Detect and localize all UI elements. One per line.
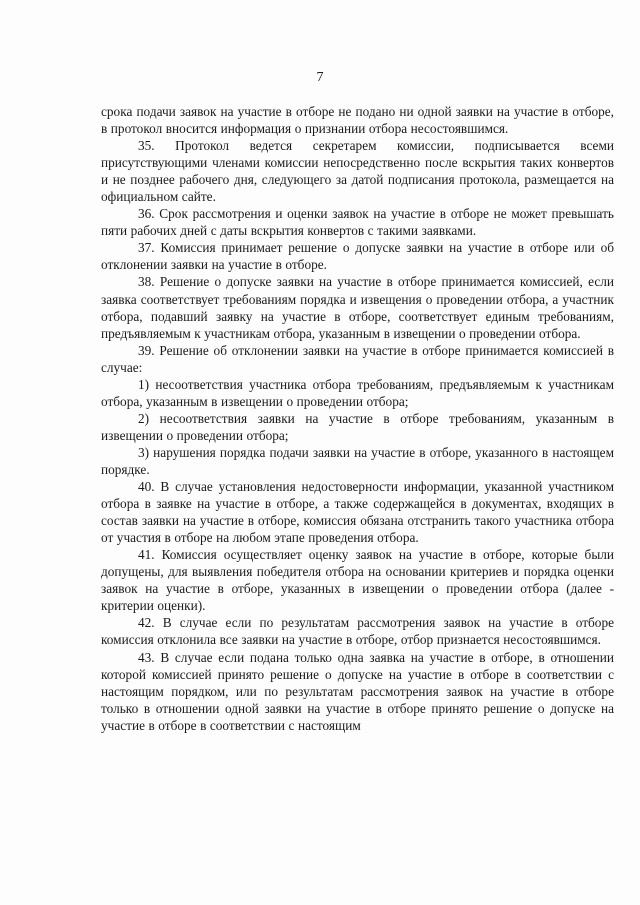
paragraph-35: 35. Протокол ведется секретарем комиссии, подписывается всеми присутствующими членами комиссии непосредственно после вскрытия таких конвертов и не позднее рабочего дня, следующего за датой подписания протокола, размещается на официальном сайте. [101, 138, 614, 205]
paragraph-39-item-2: 2) несоответствия заявки на участие в отборе требованиям, указанным в извещении о проведении отбора; [101, 410, 614, 443]
paragraph-40: 40. В случае установления недостоверности информации, указанной участником отбора в заявке на участие в отборе, а также содержащейся в документах, входящих в состав заявки на участие в отборе, комиссия обязана отстранить такого участника отбора от участия в отборе на любом этапе проведения отбора. [101, 479, 614, 546]
paragraph-39: 39. Решение об отклонении заявки на участие в отборе принимается комиссией в случае: [101, 342, 614, 375]
paragraph-38: 38. Решение о допуске заявки на участие в отборе принимается комиссией, если заявка соответствует требованиям порядка и извещения о проведении отбора, а участник отбора, подавший заявку на участие в отборе, соответствует единым требованиям, предъявляемым к участникам отбора, указанным в извещении о проведении отбора. [101, 274, 614, 341]
paragraph-36: 36. Срок рассмотрения и оценки заявок на участие в отборе не может превышать пяти рабочих дней с даты вскрытия конвертов с такими заявками. [101, 206, 614, 239]
paragraph-39-item-1: 1) несоответствия участника отбора требованиям, предъявляемым к участникам отбора, указанным в извещении о проведении отбора; [101, 376, 614, 409]
paragraph-41: 41. Комиссия осуществляет оценку заявок на участие в отборе, которые были допущены, для выявления победителя отбора на основании критериев и порядка оценки заявок на участие в отборе, указанных в извещении о проведении отбора (далее - критерии оценки). [101, 547, 614, 614]
document-body [101, 103, 614, 734]
paragraph-continuation: срока подачи заявок на участие в отборе не подано ни одной заявки на участие в отборе, в протокол вносится информация о признании отбора несостоявшимся. [101, 104, 614, 137]
paragraph-37: 37. Комиссия принимает решение о допуске заявки на участие в отборе или об отклонении заявки на участие в отборе. [101, 240, 614, 273]
paragraph-43: 43. В случае если подана только одна заявка на участие в отборе, в отношении которой комиссией принято решение о допуске на участие в отборе в соответствии с настоящим порядком, или по результатам рассмотрения заявок на участие в отборе только в отношении одной заявки на участие в отборе принято решение о допуске на участие в отборе в соответствии с настоящим [101, 649, 614, 733]
paragraph-42: 42. В случае если по результатам рассмотрения заявок на участие в отборе комиссия отклонила все заявки на участие в отборе, отбор признается несостоявшимся. [101, 615, 614, 648]
page-number: 7 [316, 70, 324, 85]
paragraph-39-item-3: 3) нарушения порядка подачи заявки на участие в отборе, указанного в настоящем порядке. [101, 444, 614, 477]
